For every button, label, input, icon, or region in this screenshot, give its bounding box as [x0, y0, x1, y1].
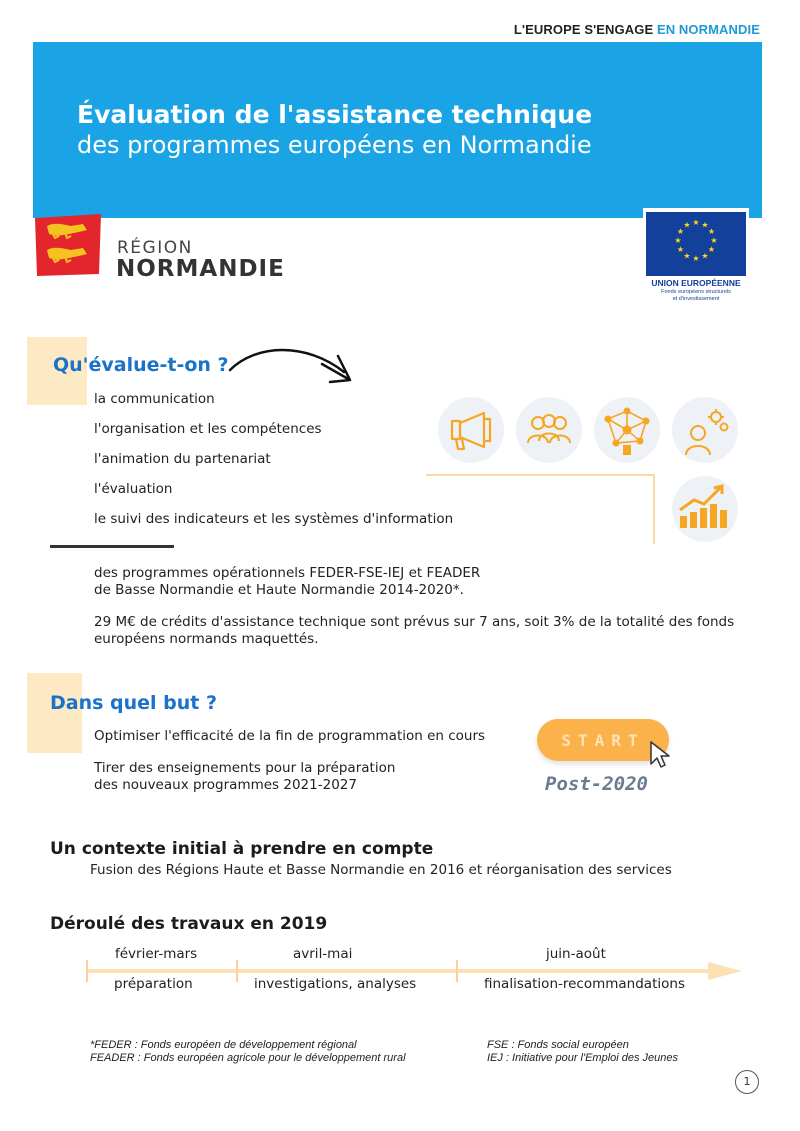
svg-text:★: ★	[701, 251, 709, 261]
programs-paragraph: des programmes opérationnels FEDER-FSE-IEJ et FEADER de Basse Normandie et Haute Normandie 2014-2020*.	[94, 565, 481, 598]
footnote-right: FSE : Fonds social européen IEJ : Initiative pour l'Emploi des Jeunes	[487, 1039, 679, 1064]
thinking-person-icon	[672, 397, 738, 463]
svg-text:★: ★	[676, 227, 685, 236]
eu-logo-subtitle: Fonds européens structurels et d'investissement	[661, 289, 731, 302]
timeline-period: avril-mai	[293, 946, 353, 962]
timeline-phase: préparation	[114, 976, 193, 992]
eu-logo	[643, 208, 749, 310]
svg-text:★: ★	[692, 218, 700, 227]
svg-text:★: ★	[692, 254, 700, 263]
svg-text:★: ★	[674, 236, 682, 245]
timeline-phase: finalisation-recommandations	[484, 976, 685, 992]
timeline-phase: investigations, analyses	[254, 976, 417, 992]
section-heading-goal: Dans quel but ?	[50, 692, 218, 714]
section-heading-timeline: Déroulé des travaux en 2019	[50, 914, 328, 934]
footnote-left: *FEDER : Fonds européen de développement régional FEADER : Fonds européen agricole pour le développement rural	[90, 1039, 406, 1064]
svg-text:★: ★	[707, 245, 716, 254]
svg-text:★: ★	[701, 220, 709, 230]
region-logo-line2: NORMANDIE	[116, 256, 285, 282]
page-subtitle: des programmes européens en Normandie	[77, 131, 592, 159]
svg-text:★: ★	[710, 236, 718, 245]
post-2020-label: Post-2020	[545, 773, 648, 795]
list-item: l'animation du partenariat	[94, 451, 271, 467]
cursor-icon	[648, 740, 674, 770]
svg-text:★: ★	[676, 245, 685, 254]
icon-divider-horizontal	[426, 474, 654, 476]
svg-text:★: ★	[683, 251, 691, 261]
eu-logo-title: UNION EUROPÉENNE	[651, 278, 741, 288]
svg-text:★: ★	[683, 220, 691, 230]
eu-flag-icon	[646, 212, 746, 276]
normandy-flag-icon	[33, 212, 103, 278]
list-item: le suivi des indicateurs et les systèmes d'information	[94, 511, 454, 527]
tagline-prefix: L'EUROPE S'ENGAGE	[513, 22, 654, 37]
section-heading-context: Un contexte initial à prendre en compte	[50, 839, 434, 859]
megaphone-icon	[438, 397, 504, 463]
title-banner	[33, 42, 762, 218]
goal-item: Tirer des enseignements pour la préparation des nouveaux programmes 2021-2027	[94, 760, 396, 793]
page-title: Évaluation de l'assistance technique	[77, 100, 593, 129]
tagline	[514, 22, 760, 37]
arrow-icon	[226, 340, 356, 388]
divider	[50, 545, 174, 548]
timeline-period: février-mars	[115, 946, 198, 962]
team-icon	[516, 397, 582, 463]
start-label: START	[561, 731, 645, 750]
list-item: l'organisation et les compétences	[94, 421, 322, 437]
page-number: 1	[735, 1070, 759, 1094]
tagline-highlight: EN NORMANDIE	[656, 22, 760, 37]
goal-item: Optimiser l'efficacité de la fin de programmation en cours	[94, 728, 486, 744]
icon-divider-vertical	[653, 474, 655, 544]
network-icon	[594, 397, 660, 463]
region-logo-line1: RÉGION	[117, 238, 193, 258]
timeline-period: juin-août	[546, 946, 606, 962]
list-item: l'évaluation	[94, 481, 173, 497]
context-text: Fusion des Régions Haute et Basse Normandie en 2016 et réorganisation des services	[90, 862, 672, 878]
section-heading-what: Qu'évalue-t-on ?	[53, 354, 229, 376]
budget-paragraph: 29 M€ de crédits d'assistance technique sont prévus sur 7 ans, soit 3% de la totalité des fonds européens normands maquettés.	[94, 614, 735, 647]
growth-chart-icon	[672, 476, 738, 542]
svg-text:★: ★	[707, 227, 716, 236]
list-item: la communication	[94, 391, 215, 407]
